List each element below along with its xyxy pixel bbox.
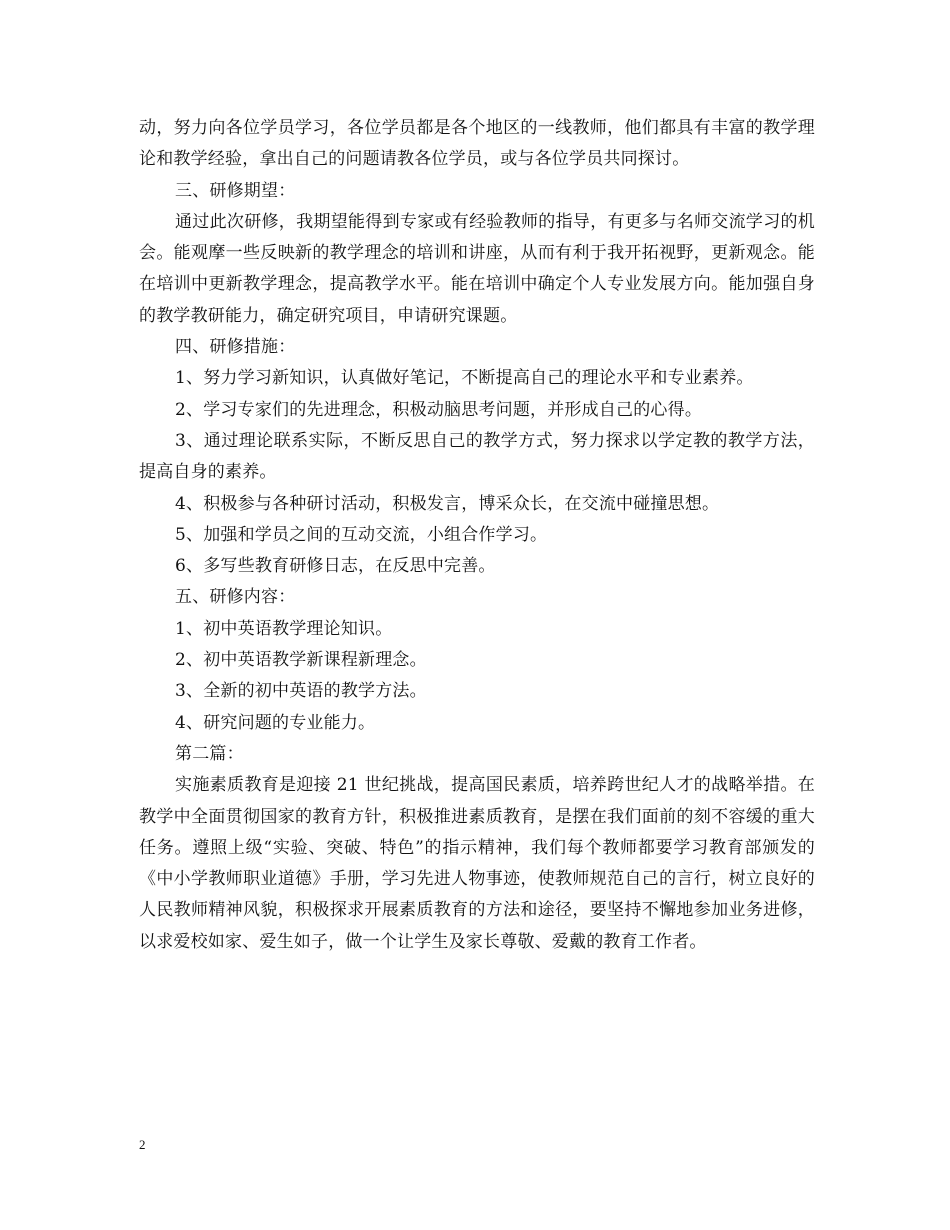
section-heading-measures: 四、研修措施： xyxy=(175,337,296,358)
list-item-content-1: 1、初中英语教学理论知识。 xyxy=(175,618,393,639)
paragraph-quality-education: 实施素质教育是迎接 21 世纪挑战，提高国民素质，培养跨世纪人才的战略举措。在教学中全面贯彻国家的教育方针，积极推进素质教育，是摆在我们面前的刻不容缓的重大任务。遵照上级“实验、突破、特色”的指示精神，我们每个教师都要学习教育部颁发的《中小学教师职业道德》手册，学习先进人物事迹，使教师规范自己的言行，树立良好的人民教师精神风貌，积极探求开展素质教育的方法和途径，要坚持不懈地参加业务进修，以求爱校如家、爱生如子，做一个让学生及家长尊敬、爱戴的教育工作者。 xyxy=(139,775,815,952)
list-item-content-4: 4、研究问题的专业能力。 xyxy=(175,712,376,733)
list-item-measure-4: 4、积极参与各种研讨活动，积极发言，博采众长，在交流中碰撞思想。 xyxy=(175,493,720,514)
list-item-content-2: 2、初中英语教学新课程新理念。 xyxy=(175,650,427,671)
paragraph-continuation: 动，努力向各位学员学习，各位学员都是各个地区的一线教师，他们都具有丰富的教学理论和教学经验，拿出自己的问题请教各位学员，或与各位学员共同探讨。 xyxy=(139,118,815,170)
list-item-measure-6: 6、多写些教育研修日志，在反思中完善。 xyxy=(175,556,496,577)
list-item-measure-5: 5、加强和学员之间的互动交流，小组合作学习。 xyxy=(175,524,548,545)
paragraph-expectations: 通过此次研修，我期望能得到专家或有经验教师的指导，有更多与名师交流学习的机会。能观摩一些反映新的教学理念的培训和讲座，从而有利于我开拓视野，更新观念。能在培训中更新教学理念，提高教学水平。能在培训中确定个人专业发展方向。能加强自身的教学教研能力，确定研究项目，申请研究课题。 xyxy=(139,211,815,326)
list-item-measure-1: 1、努力学习新知识，认真做好笔记，不断提高自己的理论水平和专业素养。 xyxy=(175,368,754,389)
document-body xyxy=(139,113,815,958)
list-item-measure-3: 3、通过理论联系实际，不断反思自己的教学方式，努力探求以学定教的教学方法，提高自身的素养。 xyxy=(139,430,815,483)
list-item-content-3: 3、全新的初中英语的教学方法。 xyxy=(175,681,427,702)
page-number: 2 xyxy=(139,1137,146,1152)
section-heading-expectations: 三、研修期望： xyxy=(175,180,296,201)
list-item-measure-2: 2、学习专家们的先进理念，积极动脑思考问题，并形成自己的心得。 xyxy=(175,399,703,420)
section-heading-part-two: 第二篇： xyxy=(175,743,244,764)
section-heading-content: 五、研修内容： xyxy=(175,587,296,608)
